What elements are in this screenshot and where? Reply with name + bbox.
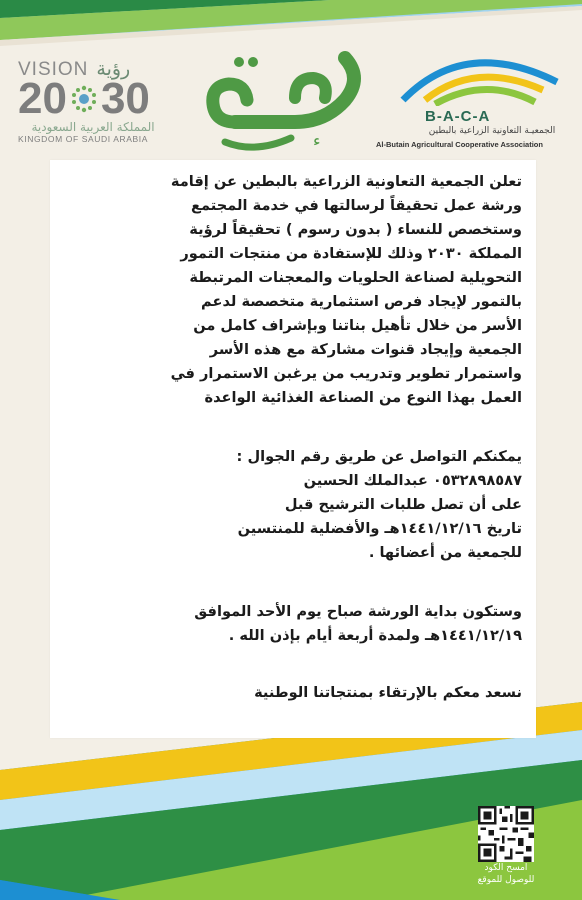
deadline-line: تاريخ ١٤٤١/١٢/١٦هـ والأفضلية للمنتسين bbox=[237, 520, 522, 537]
text-line: تعلن الجمعية التعاونية الزراعية بالبطين عن إقامة bbox=[170, 173, 522, 190]
vision-word-en: VISION bbox=[18, 59, 89, 80]
header bbox=[0, 0, 582, 160]
dawa-calligraphy-logo bbox=[195, 38, 375, 158]
text-line: التحويلية لصناعة الحلويات والمعجنات المرتبطة bbox=[189, 269, 522, 286]
vision-country-ar: المملكة العربية السعودية bbox=[31, 120, 155, 134]
text-line: للجمعية من أعضائها . bbox=[368, 544, 522, 561]
baca-logo bbox=[370, 42, 575, 157]
vision-word-ar: رؤية bbox=[96, 58, 131, 80]
palm-emblem-icon bbox=[69, 84, 99, 114]
text-line: واستمرار تطوير وتدريب من يرغبن الاستمرار في bbox=[170, 365, 522, 382]
qr-code[interactable] bbox=[478, 806, 534, 862]
paragraph-start-date bbox=[64, 600, 522, 648]
text-line: الأسر من خلال تأهيل بناتنا وبإشراف كامل من bbox=[193, 317, 522, 334]
qr-caption-line: امسح الكود bbox=[484, 863, 528, 873]
text-line: بالتمور لإيجاد فرص استثمارية متخصصة لدعم bbox=[201, 293, 522, 310]
text-line: وستخصص للنساء ( بدون رسوم ) تحقيقاً لرؤية bbox=[189, 221, 522, 238]
baca-acronym: B-A-C-A bbox=[425, 108, 491, 125]
vision-country-en: KINGDOM OF SAUDI ARABIA bbox=[18, 134, 148, 144]
start-date-line: ١٤٤١/١٢/١٩هـ ولمدة أربعة أيام بإذن الله . bbox=[228, 627, 522, 644]
baca-name-ar: الجمعيـة التعاونية الزراعية بالبطين bbox=[428, 126, 556, 136]
baca-arcs-icon bbox=[395, 42, 565, 106]
text-line: يمكنكم التواصل عن طريق رقم الجوال : bbox=[236, 448, 522, 465]
text-line: المملكة ٢٠٣٠ وذلك للإستفادة من منتجات التمور bbox=[180, 245, 522, 262]
paragraph-intro bbox=[64, 170, 522, 410]
paragraph-contact bbox=[64, 445, 522, 565]
phone-contact-line: ٠٥٣٢٨٩٨٥٨٧ عبدالملك الحسين bbox=[303, 472, 522, 489]
text-line: ورشة عمل تحقيقاً لرسالتها في خدمة المجتمع bbox=[191, 197, 522, 214]
svg-text:ء: ء bbox=[313, 131, 321, 150]
text-line: الجمعية وإيجاد قنوات مشاركة مع هذه الأسر bbox=[209, 341, 522, 358]
vision-year bbox=[18, 74, 178, 123]
vision-year-right: 30 bbox=[100, 74, 150, 123]
announcement-card bbox=[50, 160, 536, 738]
closing-line: نسعد معكم بالإرتقاء بمنتجاتنا الوطنية bbox=[254, 684, 522, 701]
baca-name-en: Al-Butain Agricultural Cooperative Association bbox=[376, 140, 543, 149]
vision-year-left: 20 bbox=[18, 74, 67, 123]
qr-caption bbox=[462, 862, 550, 886]
vision-2030-logo bbox=[18, 58, 178, 158]
text-line: وستكون بداية الورشة صباح يوم الأحد الموافق bbox=[194, 603, 522, 620]
qr-caption-line: للوصول للموقع bbox=[477, 875, 535, 885]
announcement-text bbox=[64, 170, 522, 705]
text-line: على أن تصل طلبات الترشيح قبل bbox=[284, 496, 522, 513]
text-line: العمل بهذا النوع من الصناعة الغذائية الواعدة bbox=[204, 389, 522, 406]
